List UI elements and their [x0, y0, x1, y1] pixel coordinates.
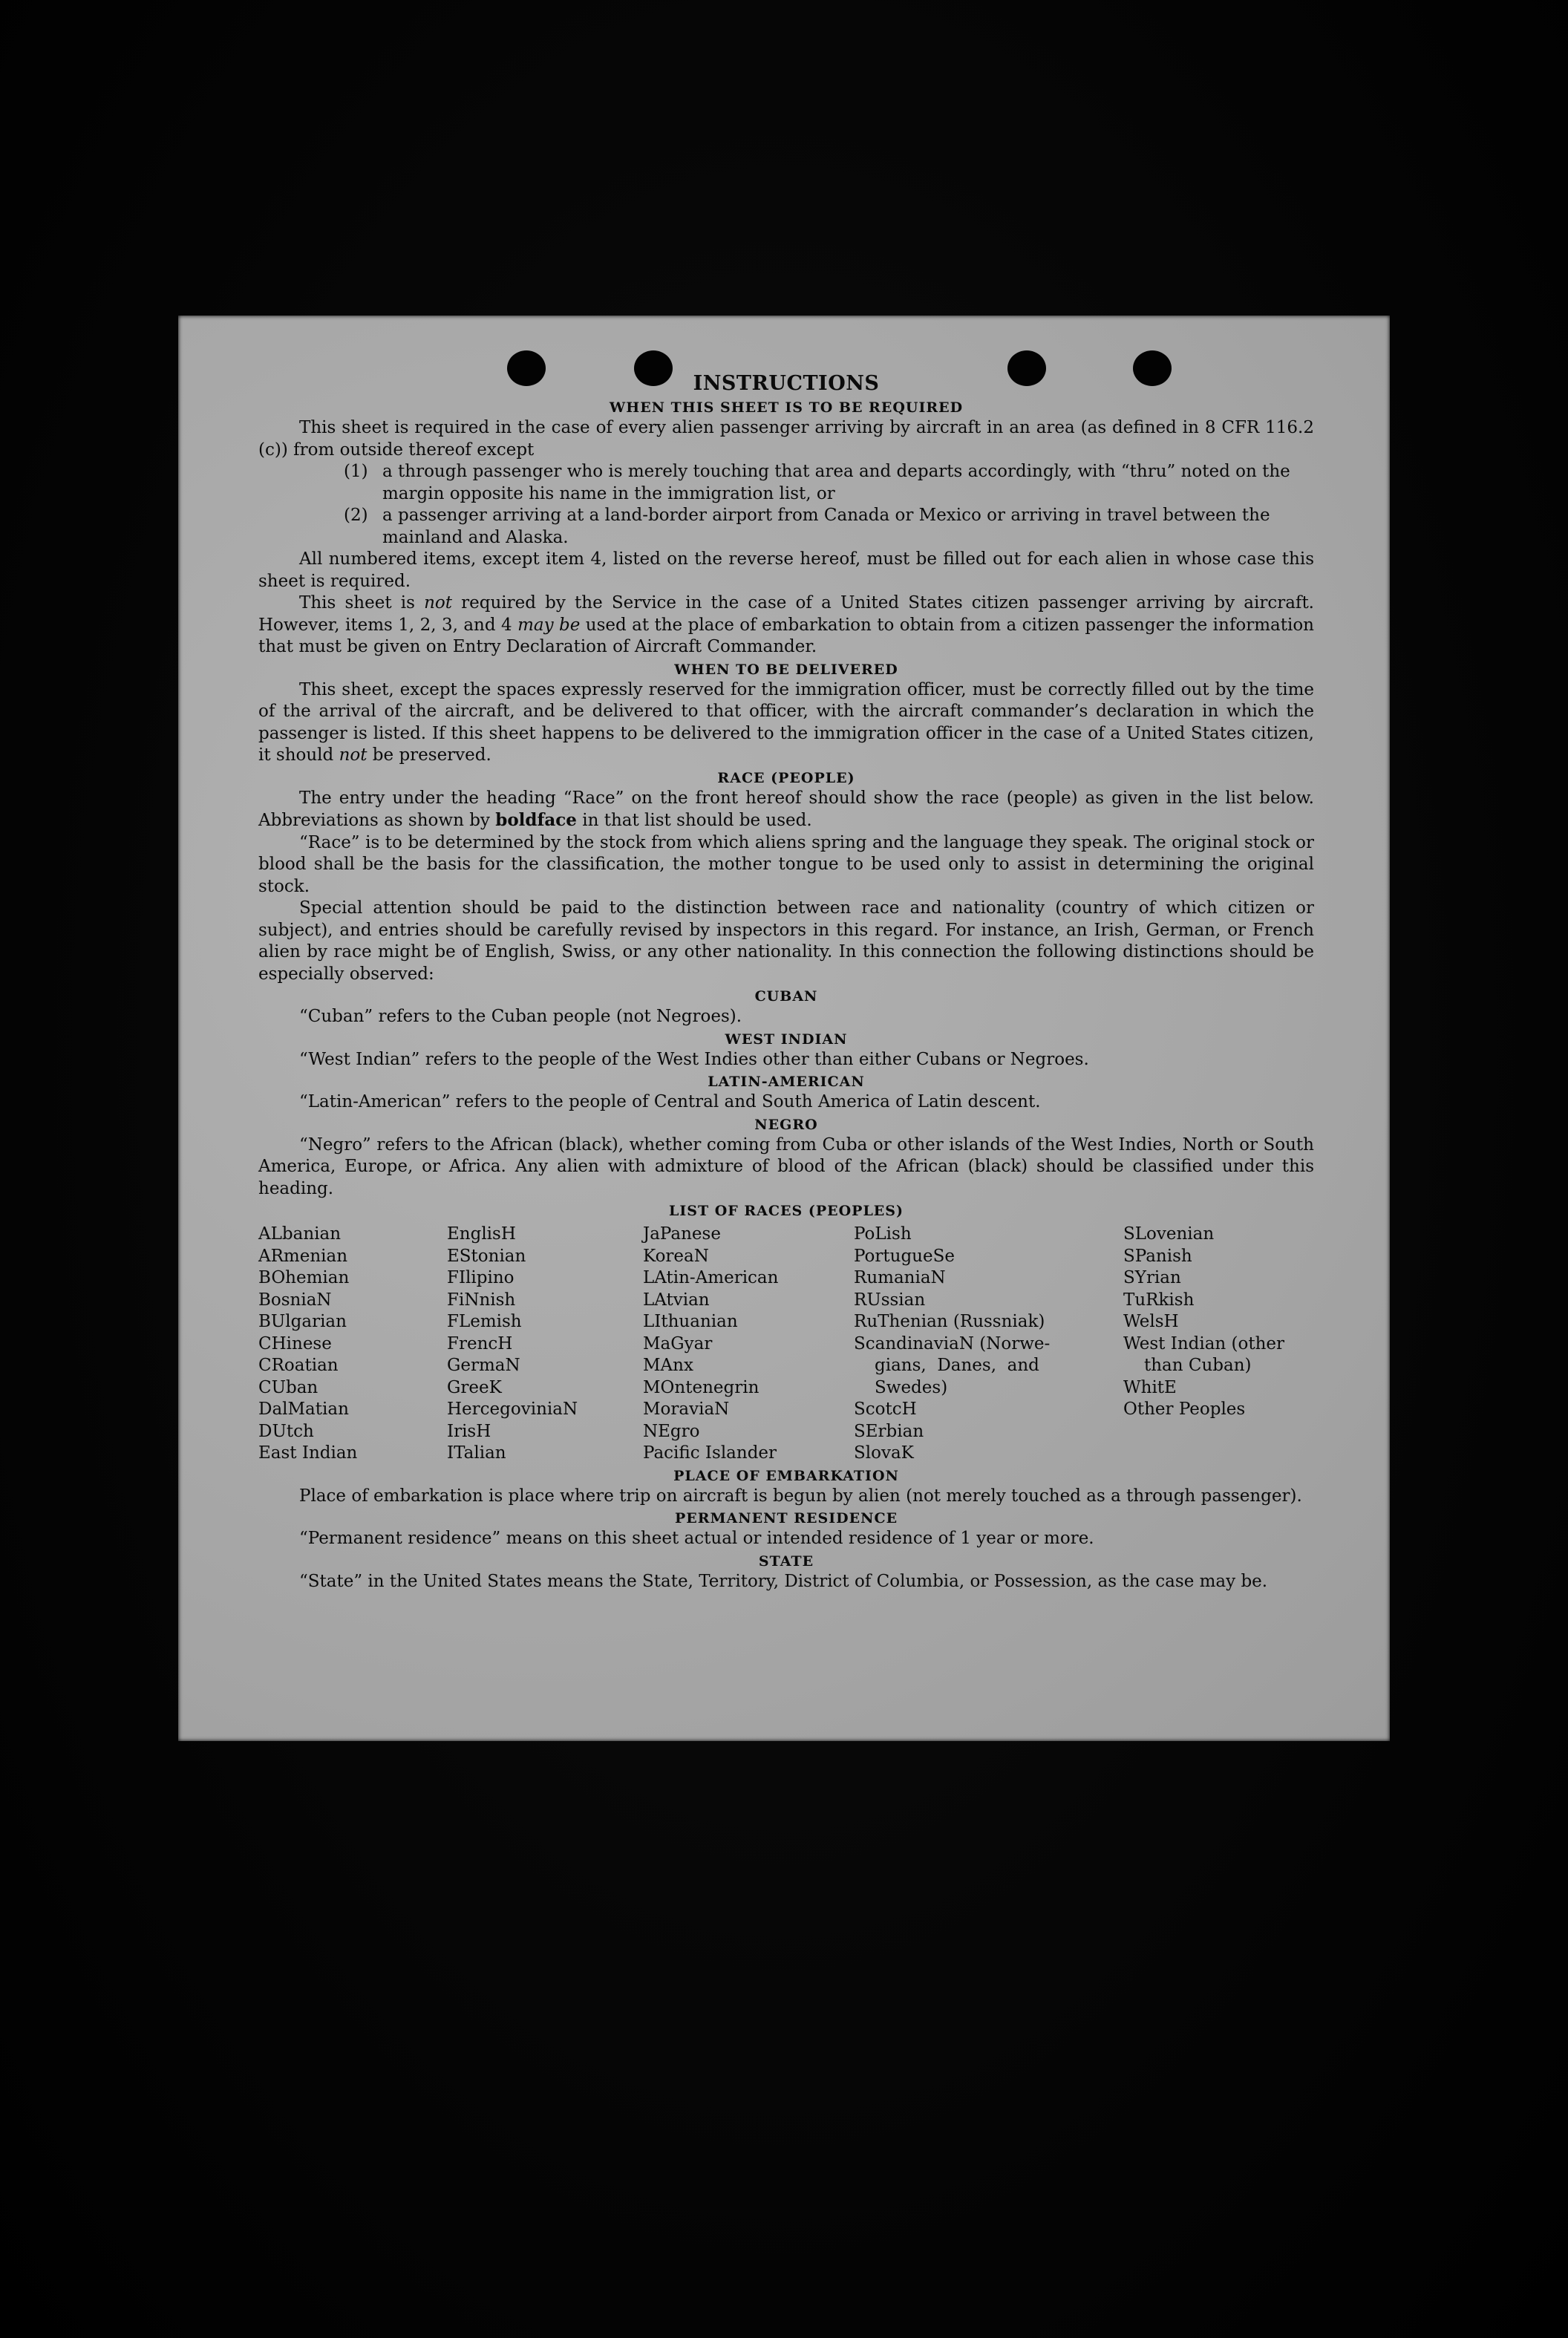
heading-latin-american: LATIN-AMERICAN — [708, 1074, 865, 1090]
heading-when-required: WHEN THIS SHEET IS TO BE REQUIRED — [609, 399, 964, 416]
para-embarkation: Place of embarkation is place where trip on aircraft is begun by alien (not merely touched as a through passenger). — [299, 1486, 1302, 1506]
heading-race: RACE (PEOPLE) — [717, 769, 855, 786]
para-numbered-items: All numbered items, except item 4, listed on the reverse hereof, must be filled out for each alien in whose case this sheet is required. — [258, 549, 1314, 591]
race-entry: CUban — [258, 1377, 318, 1397]
race-entry: East Indian — [258, 1443, 358, 1463]
para-latin-american: “Latin-American” refers to the people of Central and South America of Latin descent. — [299, 1092, 1041, 1111]
race-entry: BUlgarian — [258, 1312, 347, 1331]
race-entry: ScandinaviaN (Norwe- — [854, 1333, 1051, 1354]
heading-when-delivered: WHEN TO BE DELIVERED — [674, 661, 898, 678]
para-race-nationality: Special attention should be paid to the distinction between race and nationality (country of which citizen or subject), and entries should be carefully revised by inspectors in this regard. For instance, an Irish, German, or French alien by race might be of English, Swiss, or any other nationality. In this connection the following distinctions should be especially observed: — [258, 898, 1314, 984]
race-entry: ALbanian — [258, 1224, 342, 1244]
race-entry: IrisH — [447, 1421, 491, 1441]
race-entry: JaPanese — [643, 1224, 721, 1244]
exception-number: (1) — [344, 462, 368, 481]
race-entry: BosniaN — [258, 1290, 332, 1310]
para-cuban: “Cuban” refers to the Cuban people (not Negroes). — [299, 1007, 742, 1026]
race-entry: PoLish — [854, 1224, 912, 1244]
race-entry: GermaN — [447, 1356, 520, 1375]
race-entry: MOntenegrin — [643, 1377, 760, 1397]
exception-item-2 — [344, 505, 1314, 549]
races-column-3 — [643, 1224, 854, 1465]
race-entry: CRoatian — [258, 1356, 339, 1375]
race-entry: LAtvian — [643, 1290, 710, 1310]
race-entry: CHinese — [258, 1333, 332, 1354]
race-entry-continued: than Cuban) — [1144, 1356, 1252, 1375]
race-entry: TuRkish — [1123, 1290, 1195, 1310]
para-required: This sheet is required in the case of every alien passenger arriving by aircraft in an area (as defined in 8 CFR 116.2 (c)) from outside thereof except — [258, 418, 1314, 460]
race-entry: EStonian — [447, 1246, 526, 1266]
race-entry: Other Peoples — [1123, 1400, 1246, 1419]
para-delivery: This sheet, except the spaces expressly reserved for the immigration officer, must be correctly filled out by the time of the arrival of the aircraft, and be delivered to that officer, with the aircraft commander’s declaration in which the passenger is listed. If this sheet happens to be delivered to the immigration officer in the case of a United States citizen, it should not be preserved. — [258, 679, 1314, 765]
heading-cuban: CUBAN — [754, 988, 818, 1005]
race-entry: EnglisH — [447, 1224, 516, 1244]
race-entry: PortugueSe — [854, 1246, 955, 1266]
races-list — [258, 1224, 1314, 1465]
races-column-4 — [854, 1224, 1123, 1465]
race-entry: DalMatian — [258, 1400, 349, 1419]
race-entry: NEgro — [643, 1421, 700, 1441]
heading-list-of-races: LIST OF RACES (PEOPLES) — [669, 1203, 904, 1219]
para-west-indian: “West Indian” refers to the people of the West Indies other than either Cubans or Negroes. — [299, 1049, 1089, 1069]
race-entry: RUssian — [854, 1290, 926, 1310]
document-title: INSTRUCTIONS — [693, 372, 880, 395]
exception-text: a through passenger who is merely touching that area and departs accordingly, with “thru” noted on the margin opposite his name in the immigration list, or — [382, 462, 1290, 503]
race-entry: Pacific Islander — [643, 1443, 777, 1463]
para-negro: “Negro” refers to the African (black), whether coming from Cuba or other islands of the West Indies, North or South America, Europe, or Africa. Any alien with admixture of blood of the African (black) should be classified under this heading. — [258, 1134, 1314, 1198]
races-column-5 — [1123, 1224, 1314, 1465]
race-entry: WhitE — [1123, 1377, 1177, 1397]
heading-west-indian: WEST INDIAN — [725, 1031, 848, 1048]
race-entry: FIlipino — [447, 1268, 514, 1287]
race-entry: FLemish — [447, 1312, 522, 1331]
para-citizen: This sheet is not required by the Service in the case of a United States citizen passenger arriving by aircraft. However, items 1, 2, 3, and 4 may be used at the place of embarkation to obtain from a citizen passenger the information that must be given on Entry Declaration of Aircraft Commander. — [258, 593, 1314, 656]
heading-negro: NEGRO — [754, 1116, 818, 1133]
race-entry: ITalian — [447, 1443, 506, 1463]
heading-permanent-residence: PERMANENT RESIDENCE — [674, 1510, 898, 1526]
para-permanent-residence: “Permanent residence” means on this sheet actual or intended residence of 1 year or more. — [299, 1529, 1094, 1548]
race-entry: ARmenian — [258, 1246, 348, 1266]
race-entry: FiNnish — [447, 1290, 516, 1310]
race-entry: MaGyar — [643, 1333, 713, 1354]
race-entry-continued: gians, Danes, and — [875, 1356, 1039, 1375]
race-entry: WelsH — [1123, 1312, 1179, 1331]
para-race-stock: “Race” is to be determined by the stock from which aliens spring and the language they speak. The original stock or blood shall be the basis for the classification, the mother tongue to be used only to assist in determining the original stock. — [258, 832, 1314, 896]
race-entry: HercegoviniaN — [447, 1400, 578, 1419]
race-entry: KoreaN — [643, 1246, 709, 1266]
race-entry-continued: Swedes) — [875, 1377, 948, 1397]
heading-embarkation: PLACE OF EMBARKATION — [673, 1467, 899, 1484]
race-entry: SlovaK — [854, 1443, 914, 1463]
race-entry: DUtch — [258, 1421, 314, 1441]
race-entry: SPanish — [1123, 1246, 1192, 1266]
race-entry: MoraviaN — [643, 1400, 730, 1419]
race-entry: RuThenian (Russniak) — [854, 1312, 1045, 1331]
exception-item-1 — [344, 461, 1314, 505]
race-entry: SErbian — [854, 1421, 924, 1441]
race-entry: GreeK — [447, 1377, 502, 1397]
instruction-sheet — [178, 316, 1390, 1741]
race-entry: SLovenian — [1123, 1224, 1215, 1244]
heading-state: STATE — [758, 1552, 814, 1570]
race-entry: LAtin-American — [643, 1268, 779, 1287]
document-body — [258, 371, 1314, 1593]
para-state: “State” in the United States means the State, Territory, District of Columbia, or Possession, as the case may be. — [299, 1571, 1268, 1591]
race-entry: RumaniaN — [854, 1268, 946, 1287]
races-column-2 — [447, 1224, 643, 1465]
race-entry: SYrian — [1123, 1268, 1181, 1287]
race-entry: West Indian (other — [1123, 1333, 1285, 1354]
race-entry: LIthuanian — [643, 1312, 738, 1331]
exception-number: (2) — [344, 506, 368, 525]
exception-text: a passenger arriving at a land-border airport from Canada or Mexico or arriving in travel between the mainland and Alaska. — [382, 506, 1270, 547]
race-entry: ScotcH — [854, 1400, 917, 1419]
para-race-entry: The entry under the heading “Race” on the front hereof should show the race (people) as given in the list below. Abbreviations as shown by boldface in that list should be used. — [258, 788, 1314, 830]
race-entry: BOhemian — [258, 1268, 350, 1287]
races-column-1 — [258, 1224, 447, 1465]
race-entry: FrencH — [447, 1333, 513, 1354]
race-entry: MAnx — [643, 1356, 693, 1375]
